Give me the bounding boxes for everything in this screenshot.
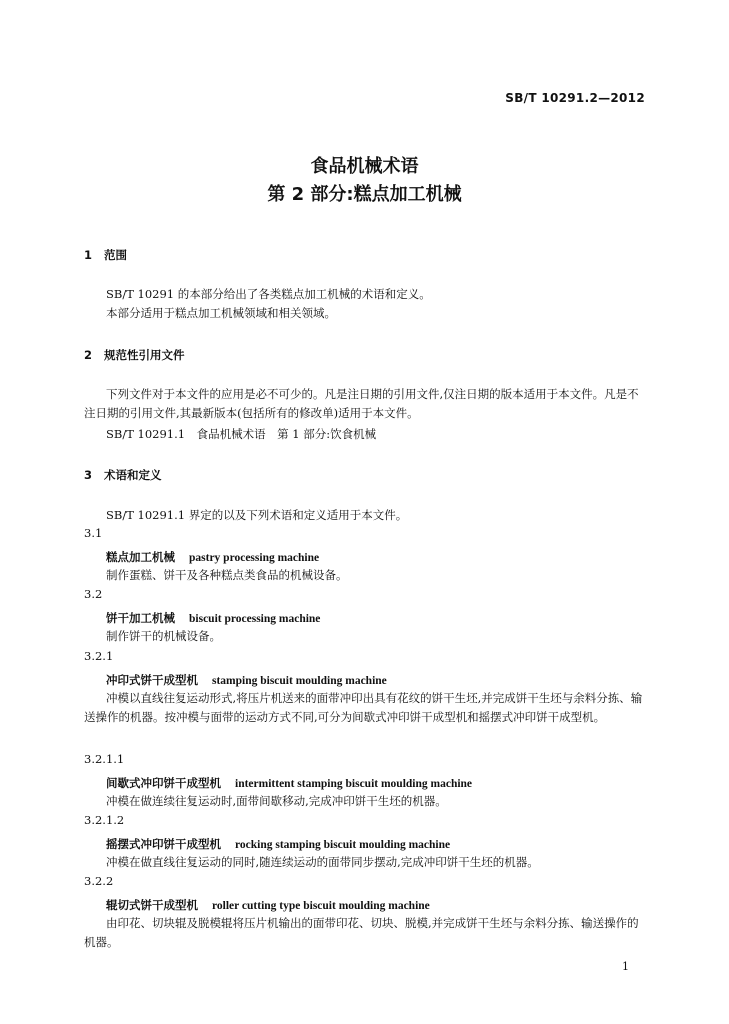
section-title: 术语和定义 (104, 468, 162, 482)
term-number: 3.2.2 (84, 874, 114, 888)
document-subtitle: 第 2 部分:糕点加工机械 (267, 184, 462, 205)
page-number: 1 (622, 960, 629, 973)
term-definition: 由印花、切块辊及脱模辊将压片机输出的面带印花、切块、脱模,并完成饼干生坯与余料分拣、输送操作的机器。 (84, 916, 639, 949)
term-chinese: 间歇式冲印饼干成型机 (106, 776, 221, 790)
term-chinese: 冲印式饼干成型机 (106, 673, 198, 687)
term-heading (106, 833, 450, 852)
standard-code: SB/T 10291.2—2012 (505, 91, 645, 105)
term-definition: 冲模在做直线往复运动的同时,随连续运动的面带同步摆动,完成冲印饼干生坯的机器。 (106, 855, 539, 869)
term-number: 3.1 (84, 526, 103, 540)
section-3-paragraph: SB/T 10291.1 界定的以及下列术语和定义适用于本文件。 (106, 508, 408, 522)
section-1-paragraph-2: 本部分适用于糕点加工机械领域和相关领域。 (106, 306, 336, 320)
section-1-heading (84, 247, 127, 263)
term-english: roller cutting type biscuit moulding machine (212, 900, 430, 912)
term-english: pastry processing machine (189, 552, 320, 564)
term-definition: 制作饼干的机械设备。 (106, 629, 221, 643)
term-chinese: 糕点加工机械 (106, 550, 175, 564)
term-chinese: 饼干加工机械 (106, 611, 175, 625)
term-number: 3.2.1 (84, 649, 114, 663)
term-heading (106, 546, 319, 565)
normative-reference: SB/T 10291.1 食品机械术语 第 1 部分:饮食机械 (106, 427, 377, 441)
term-definition: 冲模在做连续往复运动时,面带间歇移动,完成冲印饼干生坯的机器。 (106, 794, 447, 808)
term-english: intermittent stamping biscuit moulding machine (235, 778, 473, 790)
section-2-heading (84, 347, 185, 363)
term-number: 3.2.1.1 (84, 752, 125, 766)
section-number: 1 (84, 248, 93, 262)
section-1-paragraph-1: SB/T 10291 的本部分给出了各类糕点加工机械的术语和定义。 (106, 287, 431, 301)
section-3-heading (84, 467, 162, 483)
term-heading (106, 894, 430, 913)
term-chinese: 摇摆式冲印饼干成型机 (106, 837, 221, 851)
section-title: 规范性引用文件 (104, 348, 185, 362)
term-heading (106, 669, 387, 688)
section-number: 3 (84, 468, 93, 482)
term-english: stamping biscuit moulding machine (212, 675, 387, 687)
term-english: rocking stamping biscuit moulding machine (235, 839, 451, 851)
term-definition: 冲模以直线往复运动形式,将压片机送来的面带冲印出具有花纹的饼干生坯,并完成饼干生坯与余料分拣、输送操作的机器。按冲模与面带的运动方式不同,可分为间歇式冲印饼干成型机和摇摆式冲印饼干成型机。 (84, 691, 643, 724)
section-number: 2 (84, 348, 93, 362)
section-title: 范围 (104, 248, 127, 262)
term-number: 3.2 (84, 587, 103, 601)
document-title: 食品机械术语 (310, 156, 419, 177)
term-definition: 制作蛋糕、饼干及各种糕点类食品的机械设备。 (106, 568, 348, 582)
term-english: biscuit processing machine (189, 613, 321, 625)
section-2-paragraph: 下列文件对于本文件的应用是必不可少的。凡是注日期的引用文件,仅注日期的版本适用于本文件。凡是不注日期的引用文件,其最新版本(包括所有的修改单)适用于本文件。 (84, 387, 639, 420)
term-heading (106, 607, 320, 626)
term-heading (106, 772, 472, 791)
term-chinese: 辊切式饼干成型机 (106, 898, 198, 912)
term-number: 3.2.1.2 (84, 813, 125, 827)
